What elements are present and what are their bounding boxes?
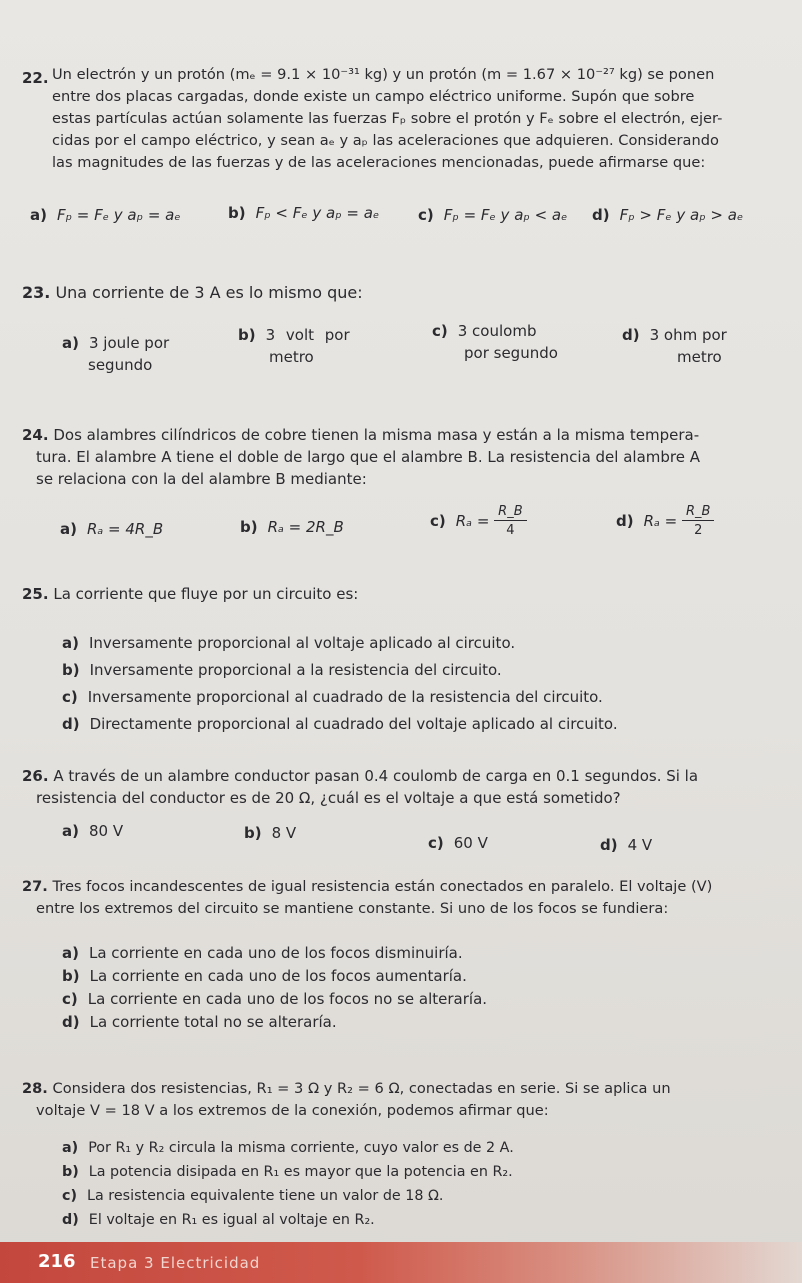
question-23: 23. Una corriente de 3 A es lo mismo que:	[22, 283, 363, 302]
question-text-line: entre dos placas cargadas, donde existe un campo eléctrico uniforme. Supón que sobre	[52, 88, 695, 105]
option-d[interactable]: d) Fₚ > Fₑ y aₚ > aₑ	[592, 206, 744, 224]
section-label: Etapa 3 Electricidad	[90, 1254, 261, 1272]
option-d[interactable]: d) Directamente proporcional al cuadrado del voltaje aplicado al circuito.	[62, 715, 618, 733]
option-c[interactable]: c) La corriente en cada uno de los focos no se alteraría.	[62, 990, 488, 1008]
question-26: 26. A través de un alambre conductor pasan 0.4 coulomb de carga en 0.1 segundos. Si la	[22, 767, 699, 785]
option-d[interactable]: d) La corriente total no se alteraría.	[62, 1013, 337, 1031]
option-a[interactable]: a) 3 joule por segundo	[62, 334, 170, 374]
option-a[interactable]: a) La corriente en cada uno de los focos disminuiría.	[62, 944, 463, 962]
option-c[interactable]: c) 3 coulomb por segundo	[432, 322, 558, 362]
question-25: 25. La corriente que fluye por un circuito es:	[22, 585, 359, 603]
option-c[interactable]: c) La resistencia equivalente tiene un valor de 18 Ω.	[62, 1188, 444, 1204]
option-b[interactable]: b) La potencia disipada en R₁ es mayor que la potencia en R₂.	[62, 1164, 513, 1180]
option-b[interactable]: b) Inversamente proporcional a la resistencia del circuito.	[62, 661, 502, 679]
option-a[interactable]: a) Inversamente proporcional al voltaje aplicado al circuito.	[62, 634, 516, 652]
question-22	[22, 68, 49, 89]
fraction: $\frac{R\_B}{2}$	[682, 504, 714, 539]
fraction: $\frac{R\_B}{4}$	[494, 504, 526, 539]
option-d[interactable]: d) El voltaje en R₁ es igual al voltaje en R₂.	[62, 1212, 375, 1228]
option-c[interactable]: c) Fₚ = Fₑ y aₚ < aₑ	[418, 206, 568, 224]
question-text-line: A través de un alambre conductor pasan 0.4 coulomb de carga en 0.1 segundos. Si la	[53, 767, 699, 785]
question-text-line: voltaje V = 18 V a los extremos de la conexión, podemos afirmar que:	[36, 1102, 549, 1119]
question-text-line: resistencia del conductor es de 20 Ω, ¿cuál es el voltaje a que está sometido?	[36, 789, 621, 807]
option-a[interactable]: a) Por R₁ y R₂ circula la misma corriente, cuyo valor es de 2 A.	[62, 1140, 514, 1156]
question-28: 28. Considera dos resistencias, R₁ = 3 Ω y R₂ = 6 Ω, conectadas en serie. Si se aplica un	[22, 1080, 671, 1097]
question-text-line: estas partículas actúan solamente las fuerzas Fₚ sobre el protón y Fₑ sobre el electrón, ejer-	[52, 110, 723, 127]
question-text-line: Un electrón y un protón (mₑ = 9.1 × 10⁻³¹ kg) y un protón (m = 1.67 × 10⁻²⁷ kg) se ponen	[52, 66, 715, 83]
question-text-line: las magnitudes de las fuerzas y de las aceleraciones mencionadas, puede afirmarse que:	[52, 154, 706, 171]
question-text-line: cidas por el campo eléctrico, y sean aₑ y aₚ las aceleraciones que adquieren. Considerando	[52, 132, 719, 149]
question-24: 24. Dos alambres cilíndricos de cobre tienen la misma masa y están a la misma tempera-	[22, 426, 700, 444]
option-b[interactable]: b) 8 V	[244, 824, 297, 842]
question-text-line: Tres focos incandescentes de igual resistencia están conectados en paralelo. El voltaje (V)	[52, 878, 713, 895]
option-c[interactable]: c) Inversamente proporcional al cuadrado de la resistencia del circuito.	[62, 688, 603, 706]
option-d[interactable]: d) Rₐ = $\frac{R\_B}{2}$	[616, 504, 714, 539]
page-number: 216	[38, 1251, 76, 1272]
option-a[interactable]: a) Rₐ = 4R_B	[60, 520, 164, 538]
option-a[interactable]: a) Fₚ = Fₑ y aₚ = aₑ	[30, 206, 181, 224]
option-b[interactable]: b) Rₐ = 2R_B	[240, 518, 344, 536]
question-text: Una corriente de 3 A es lo mismo que:	[55, 283, 363, 302]
question-text-line: tura. El alambre A tiene el doble de largo que el alambre B. La resistencia del alambre A	[36, 448, 700, 466]
option-c[interactable]: c) Rₐ = $\frac{R\_B}{4}$	[430, 504, 527, 539]
option-a[interactable]: a) 80 V	[62, 822, 124, 840]
option-d[interactable]: d) 4 V	[600, 836, 653, 854]
question-27: 27. Tres focos incandescentes de igual resistencia están conectados en paralelo. El voltaje (V)	[22, 878, 713, 895]
option-b[interactable]: b) Fₚ < Fₑ y aₚ = aₑ	[228, 204, 380, 222]
question-text-line: Dos alambres cilíndricos de cobre tienen la misma masa y están a la misma tempera-	[53, 426, 700, 444]
question-text-line: se relaciona con la del alambre B mediante:	[36, 470, 367, 488]
question-number: 22.	[22, 69, 49, 87]
option-b[interactable]: b) La corriente en cada uno de los focos aumentaría.	[62, 967, 467, 985]
question-text-line: Considera dos resistencias, R₁ = 3 Ω y R₂ = 6 Ω, conectadas en serie. Si se aplica un	[52, 1080, 671, 1097]
question-text-line: entre los extremos del circuito se mantiene constante. Si uno de los focos se fundiera:	[36, 900, 669, 917]
question-text: La corriente que fluye por un circuito es:	[53, 585, 359, 603]
option-c[interactable]: c) 60 V	[428, 834, 488, 852]
option-b[interactable]: b) 3 volt por metro	[238, 326, 350, 366]
option-d[interactable]: d) 3 ohm por metro	[622, 326, 727, 366]
